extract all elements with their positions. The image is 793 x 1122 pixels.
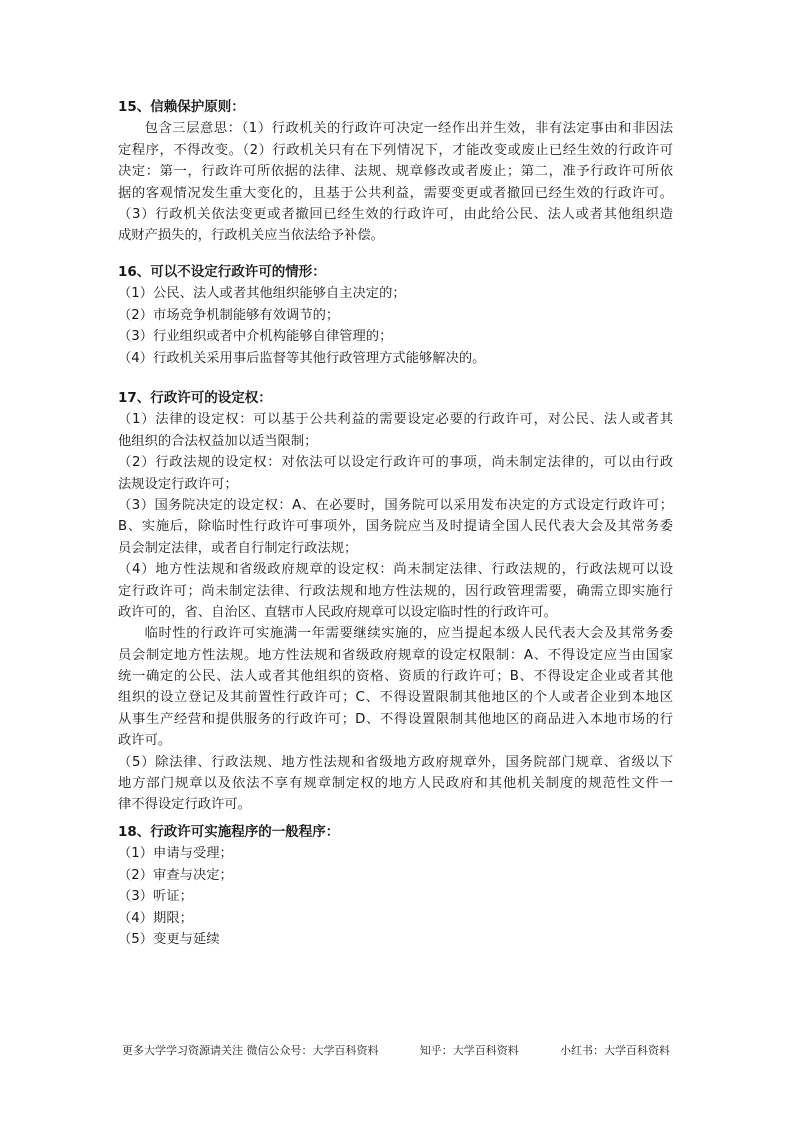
text-line: 政许可的，省、自治区、直辖市人民政府规章可以设定临时性的行政许可。 [118, 604, 557, 620]
text-line: （5）除法律、行政法规、地方性法规和省级地方政府规章外，国务院部门规章、省级以下 [118, 754, 673, 770]
text-line: 组织的设立登记及其前置性行政许可；C、不得设置限制其他地区的个人或者企业到本地区 [118, 690, 673, 706]
text-line: 律不得设定行政许可。 [118, 797, 251, 813]
text-line: 他组织的合法权益加以适当限制； [118, 433, 318, 449]
text-line: （3）行业组织或者中介机构能够自律管理的； [118, 329, 393, 345]
section-heading: 18、行政许可实施程序的一般程序： [118, 824, 340, 840]
text-line: （1）法律的设定权：可以基于公共利益的需要设定必要的行政许可，对公民、法人或者其 [118, 412, 673, 428]
text-line: 统一确定的公民、法人或者其他组织的资格、资质的行政许可；B、不得设定企业或者其他 [118, 669, 673, 685]
text-line: 员会制定地方性法规。地方性法规和省级政府规章的设定权限制：A、不得设定应当由国家 [118, 647, 673, 663]
text-line: （1）申请与受理； [118, 846, 233, 862]
text-line: B、实施后，除临时性行政许可事项外，国务院应当及时提请全国人民代表大会及其常务委 [118, 519, 673, 535]
text-line: （1）公民、法人或者其他组织能够自主决定的； [118, 286, 406, 302]
page-footer [122, 1042, 670, 1058]
footer-xiaohongshu: 小红书：大学百科资料 [560, 1044, 670, 1057]
text-line: 包含三层意思：（1）行政机关的行政许可决定一经作出并生效，非有法定事由和非因法 [144, 121, 673, 137]
section-18 [118, 822, 673, 950]
text-line: 从事生产经营和提供服务的行政许可；D、不得设置限制其他地区的商品进入本地市场的行 [118, 711, 673, 727]
text-line: 成财产损失的，行政机关应当依法给予补偿。 [118, 228, 384, 244]
text-line: 地方部门规章以及依法不享有规章制定权的地方人民政府和其他机关制度的规范性文件一 [118, 776, 673, 792]
text-line: 临时性的行政许可实施满一年需要继续实施的，应当提起本级人民代表大会及其常务委 [144, 626, 673, 642]
section-16 [118, 262, 673, 369]
text-line: （3）听证； [118, 889, 193, 905]
text-line: 政许可。 [118, 733, 172, 749]
section-heading: 15、信赖保护原则： [118, 99, 245, 115]
text-line: （2）行政法规的设定权：对依法可以设定行政许可的事项，尚未制定法律的，可以由行政 [118, 455, 673, 471]
text-line: 定行政许可；尚未制定法律、行政法规和地方性法规的，因行政管理需要，确需立即实施行 [118, 583, 673, 599]
text-line: 法规设定行政许可； [118, 476, 238, 492]
text-line: （3）行政机关依法变更或者撤回已经生效的行政许可，由此给公民、法人或者其他组织造 [118, 206, 673, 222]
section-15 [118, 97, 673, 247]
text-line: 员会制定法律，或者自行制定行政法规； [118, 540, 358, 556]
text-line: 据的客观情况发生重大变化的，且基于公共利益，需要变更或者撤回已经生效的行政许可。 [118, 185, 673, 201]
text-line: （5）变更与延续 [118, 931, 220, 947]
text-line: （2）审查与决定； [118, 867, 233, 883]
text-line: （3）国务院决定的设定权：A、在必要时，国务院可以采用发布决定的方式设定行政许可； [118, 497, 673, 513]
section-heading: 16、可以不设定行政许可的情形： [118, 264, 326, 280]
section-heading: 17、行政许可的设定权： [118, 390, 272, 406]
section-17 [118, 388, 673, 816]
footer-wechat: 更多大学学习资源请关注 微信公众号：大学百科资料 [122, 1044, 379, 1057]
text-line: （4）行政机关采用事后监督等其他行政管理方式能够解决的。 [118, 350, 486, 366]
text-line: （4）地方性法规和省级政府规章的设定权：尚未制定法律、行政法规的，行政法规可以设 [118, 562, 673, 578]
text-line: （4）期限； [118, 910, 193, 926]
text-line: 定程序，不得改变。（2）行政机关只有在下列情况下，才能改变或废止已经生效的行政许可 [118, 142, 673, 158]
footer-zhihu: 知乎：大学百科资料 [419, 1044, 519, 1057]
text-line: 决定：第一，行政许可所依据的法律、法规、规章修改或者废止；第二，准予行政许可所依 [118, 164, 673, 180]
text-line: （2）市场竞争机制能够有效调节的； [118, 307, 340, 323]
